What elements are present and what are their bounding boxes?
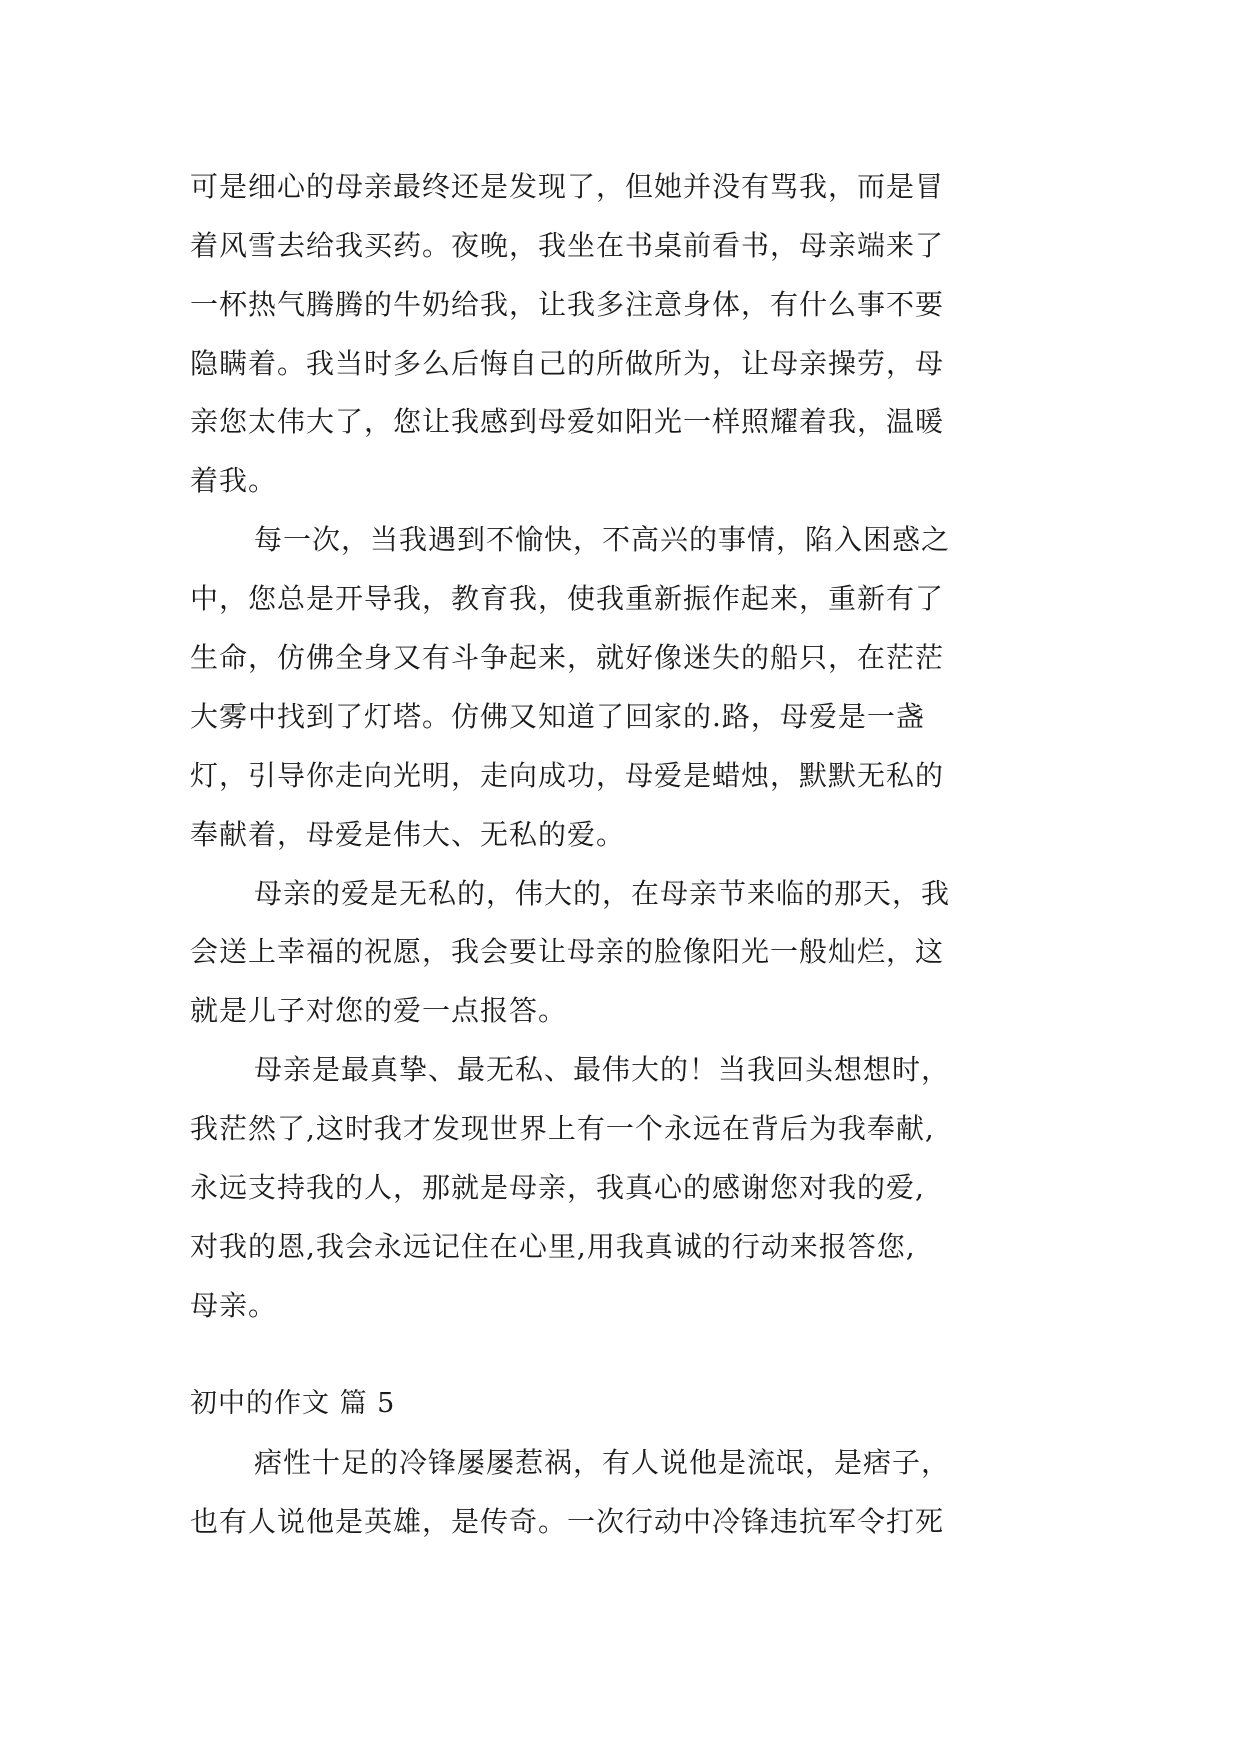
paragraph-2-line-6: 奉献着，母爱是伟大、无私的爱。	[190, 818, 626, 851]
paragraph-2-line-3: 生命，仿佛全身又有斗争起来，就好像迷失的船只，在茫茫	[190, 641, 945, 674]
paragraph-4-line-4: 对我的恩,我会永远记住在心里,用我真诚的行动来报答您,	[190, 1230, 916, 1263]
paragraph-1-line-2: 着风雪去给我买药。夜晚，我坐在书桌前看书，母亲端来了	[190, 229, 945, 262]
paragraph-2-line-1: 每一次，当我遇到不愉快，不高兴的事情，陷入困惑之	[254, 523, 951, 556]
section-paragraph-line-1: 痞性十足的冷锋屡屡惹祸，有人说他是流氓，是痞子，	[254, 1446, 951, 1479]
paragraph-4-line-2: 我茫然了,这时我才发现世界上有一个永远在背后为我奉献,	[190, 1112, 935, 1145]
paragraph-3-line-3: 就是儿子对您的爱一点报答。	[190, 994, 568, 1027]
paragraph-1-line-3: 一杯热气腾腾的牛奶给我，让我多注意身体，有什么事不要	[190, 288, 945, 321]
paragraph-2-line-4: 大雾中找到了灯塔。仿佛又知道了回家的.路，母爱是一盏	[190, 700, 925, 733]
section-heading: 初中的作文 篇 5	[190, 1388, 396, 1419]
paragraph-1-line-5: 亲您太伟大了，您让我感到母爱如阳光一样照耀着我，温暖	[190, 405, 945, 438]
paragraph-3-line-1: 母亲的爱是无私的，伟大的，在母亲节来临的那天，我	[254, 877, 951, 910]
paragraph-1-line-4: 隐瞒着。我当时多么后悔自己的所做所为，让母亲操劳，母	[190, 347, 945, 380]
paragraph-1-line-1: 可是细心的母亲最终还是发现了，但她并没有骂我，而是冒	[190, 170, 945, 203]
paragraph-4-line-5: 母亲。	[190, 1289, 278, 1322]
paragraph-3-line-2: 会送上幸福的祝愿，我会要让母亲的脸像阳光一般灿烂，这	[190, 935, 945, 968]
paragraph-4-line-1: 母亲是最真挚、最无私、最伟大的！当我回头想想时，	[254, 1053, 951, 1086]
paragraph-4-line-3: 永远支持我的人，那就是母亲，我真心的感谢您对我的爱,	[190, 1171, 925, 1204]
paragraph-2-line-2: 中，您总是开导我，教育我，使我重新振作起来，重新有了	[190, 582, 945, 615]
section-paragraph-line-2: 也有人说他是英雄，是传奇。一次行动中冷锋违抗军令打死	[190, 1505, 945, 1538]
paragraph-1-line-6: 着我。	[190, 464, 278, 497]
paragraph-2-line-5: 灯，引导你走向光明，走向成功，母爱是蜡烛，默默无私的	[190, 759, 945, 792]
